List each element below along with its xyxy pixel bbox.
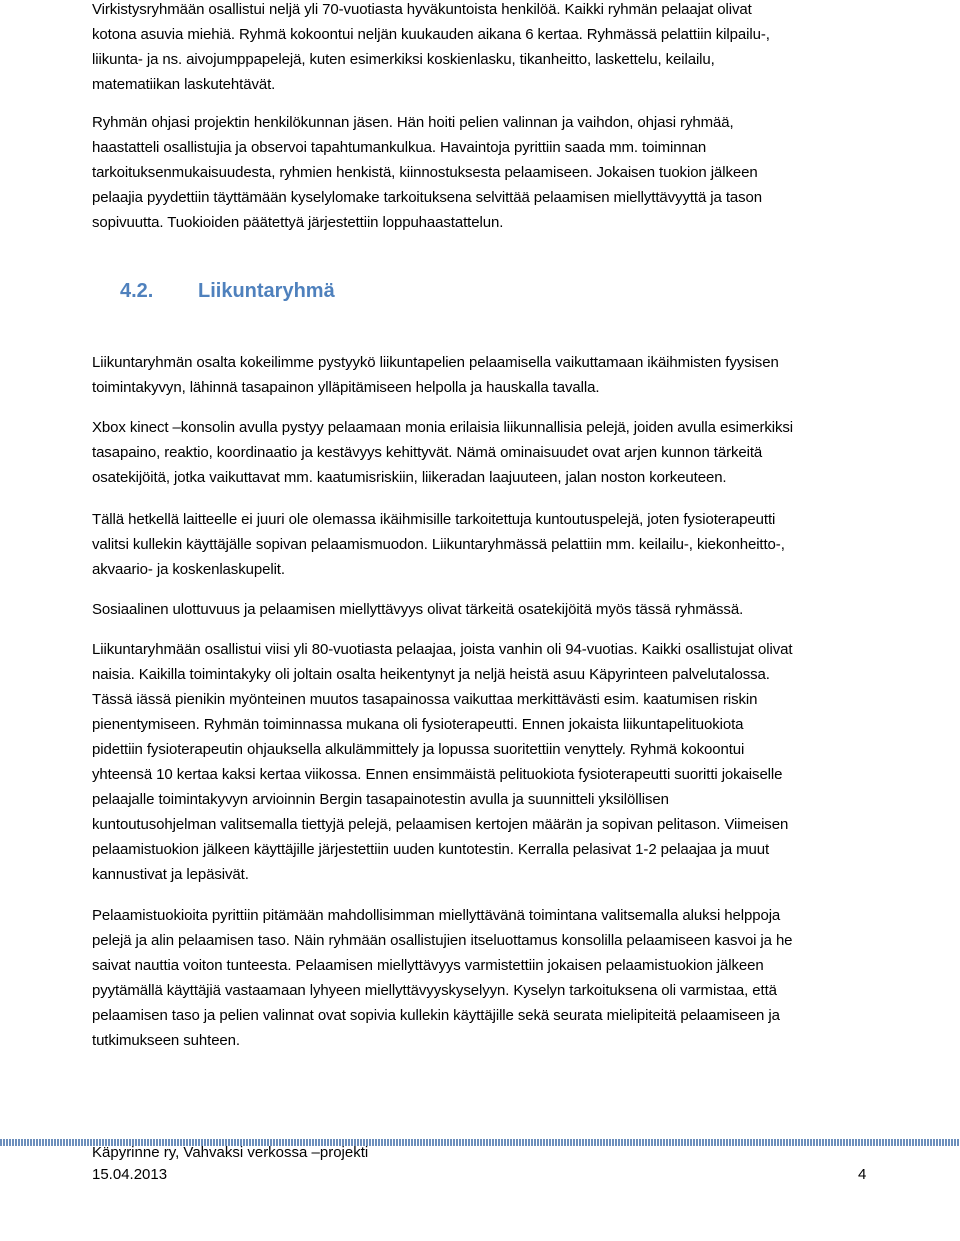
footer-organization: Käpyrinne ry, Vahvaksi verkossa –projekti bbox=[92, 1144, 369, 1161]
text-line: pelaajalle toimintakyvyn arvioinnin Bergin tasapainotestin avulla ja suunnitteli yksilöllisen bbox=[92, 791, 669, 808]
section-title: Liikuntaryhmä bbox=[198, 280, 335, 302]
text-line: matematiikan laskutehtävät. bbox=[92, 76, 276, 93]
paragraph-participants bbox=[92, 637, 882, 887]
text-line: sopivuutta. Tuokioiden päätettyä järjestettiin loppuhaastattelun. bbox=[92, 214, 504, 231]
text-line: tarkoituksenmukaisuudesta, ryhmien henkistä, kiinnostuksesta pelaamiseen. Jokaisen tuokion jälkeen bbox=[92, 164, 758, 181]
text-line: kannustivat ja lepäsivät. bbox=[92, 866, 249, 883]
text-line: yhteensä 10 kertaa kaksi kertaa viikossa. Ennen ensimmäistä pelituokiota fysioterapeutti suoritti jokaiselle bbox=[92, 766, 783, 783]
text-line: pelaajia pyydettiin täyttämään kyselylomake tarkoituksena selvittää pelaamisen miellyttävyyttä ja tason bbox=[92, 189, 763, 206]
text-line: naisia. Kaikilla toimintakyky oli joltain osalta heikentynyt ja neljä heistä asuu Käpyrinteen palvelutalossa. bbox=[92, 666, 770, 683]
section-heading bbox=[120, 280, 335, 303]
text-line: valitsi kullekin käyttäjälle sopivan pelaamismuodon. Liikuntaryhmässä pelattiin mm. keilailu-, kiekonheitto-, bbox=[92, 536, 785, 553]
paragraph-social bbox=[92, 597, 882, 622]
text-line: Liikuntaryhmään osallistui viisi yli 80-vuotiasta pelaajaa, joista vanhin oli 94-vuotias. Kaikki osallistujat olivat bbox=[92, 641, 793, 658]
text-line: toimintakyvyn, lähinnä tasapainon ylläpitämiseen helpolla ja hauskalla tavalla. bbox=[92, 379, 600, 396]
paragraph-sessions bbox=[92, 903, 882, 1053]
text-line: haastatteli osallistujia ja observoi tapahtumankulkua. Havaintoja pyrittiin saada mm. toiminnan bbox=[92, 139, 707, 156]
text-line: pelaamisen taso ja pelien valinnat ovat sopivia kullekin käyttäjille sekä seurata mielipiteitä pelaamiseen ja bbox=[92, 1007, 780, 1024]
text-line: Xbox kinect –konsolin avulla pystyy pelaamaan monia erilaisia liikunnallisia pelejä, joiden avulla esimerkiksi bbox=[92, 419, 794, 436]
text-line: tutkimukseen suhteen. bbox=[92, 1032, 240, 1049]
section-number: 4.2. bbox=[120, 280, 154, 302]
text-line: pidettiin fysioterapeutin ohjauksella alkulämmittely ja lopussa suoritettiin venyttely. Ryhmä kokoontui bbox=[92, 741, 745, 758]
text-line: Sosiaalinen ulottuvuus ja pelaamisen miellyttävyys olivat tärkeitä osatekijöitä myös tässä ryhmässä. bbox=[92, 601, 744, 618]
text-line: kotona asuvia miehiä. Ryhmä kokoontui neljän kuukauden aikana 6 kertaa. Ryhmässä pelattiin kilpailu-, bbox=[92, 26, 770, 43]
text-line: Liikuntaryhmän osalta kokeilimme pystyykö liikuntapelien pelaamisella vaikuttamaan ikäihmisten fyysisen bbox=[92, 354, 779, 371]
text-line: Tällä hetkellä laitteelle ei juuri ole olemassa ikäihmisille tarkoitettuja kuntoutuspelejä, joten fysioterapeutti bbox=[92, 511, 776, 528]
text-line: Virkistysryhmään osallistui neljä yli 70-vuotiasta hyväkuntoista henkilöä. Kaikki ryhmän pelaajat olivat bbox=[92, 1, 752, 18]
text-line: kuntoutusohjelman valitsemalla tiettyjä pelejä, pelaamisen kertojen määrän ja sopivan pelitason. Viimeisen bbox=[92, 816, 789, 833]
text-line: pelaamistuokion jälkeen käyttäjille järjestettiin uuden kuntotestin. Kerralla pelasivat 1-2 pelaajaa ja muut bbox=[92, 841, 770, 858]
text-line: tasapaino, reaktio, koordinaatio ja kestävyys kehittyvät. Nämä ominaisuudet ovat arjen kunnon tärkeitä bbox=[92, 444, 763, 461]
text-line: Pelaamistuokioita pyrittiin pitämään mahdollisimman miellyttävänä toimintana valitsemalla aluksi helppoja bbox=[92, 907, 781, 924]
intro-paragraph bbox=[92, 0, 882, 97]
paragraph-devices bbox=[92, 507, 882, 582]
text-line: Ryhmän ohjasi projektin henkilökunnan jäsen. Hän hoiti pelien valinnan ja vaihdon, ohjasi ryhmää, bbox=[92, 114, 734, 131]
text-line: saivat nauttia voiton tunteesta. Pelaamisen miellyttävyys varmistettiin jokaisen pelaamistuokion jälkeen bbox=[92, 957, 764, 974]
text-line: akvaario- ja koskenlaskupelit. bbox=[92, 561, 285, 578]
paragraph-xbox bbox=[92, 415, 882, 490]
text-line: osatekijöitä, jotka vaikuttavat mm. kaatumisriskiin, liikeradan laajuuteen, jalan noston korkeuteen. bbox=[92, 469, 727, 486]
page-number: 4 bbox=[858, 1166, 867, 1183]
text-line: pyytämällä käyttäjiä vastaamaan lyhyeen miellyttävyyskyselyyn. Kyselyn tarkoituksena oli varmistaa, että bbox=[92, 982, 777, 999]
staff-paragraph bbox=[92, 110, 882, 235]
text-line: liikunta- ja ns. aivojumppapelejä, kuten esimerkiksi koskienlasku, tikanheitto, laskettelu, keilailu, bbox=[92, 51, 715, 68]
text-line: Tässä iässä pienikin myönteinen muutos tasapainossa vaikuttaa merkittävästi esim. kaatumisen riskin bbox=[92, 691, 758, 708]
footer-date: 15.04.2013 bbox=[92, 1166, 168, 1183]
text-line: pelejä ja alin pelaamisen taso. Näin ryhmään osallistujien itseluottamus konsolilla pelaamiseen kasvoi ja he bbox=[92, 932, 793, 949]
text-line: pienentymiseen. Ryhmän toiminnassa mukana oli fysioterapeutti. Ennen jokaista liikuntapelituokiota bbox=[92, 716, 744, 733]
paragraph-aim bbox=[92, 350, 882, 400]
